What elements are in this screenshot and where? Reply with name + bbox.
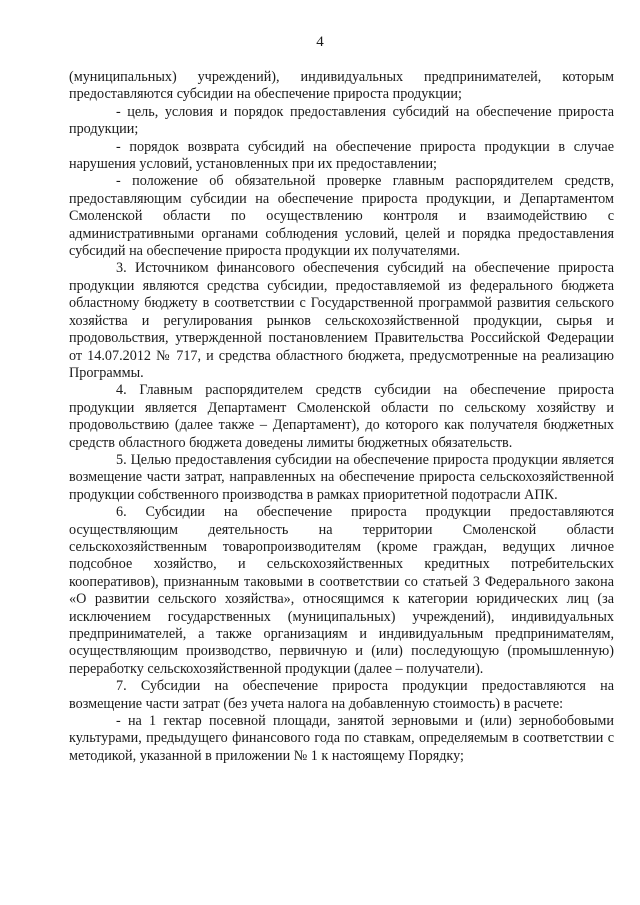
- paragraph-continuation: (муниципальных) учреждений), индивидуальных предпринимателей, которым предоставляются субсидии на обеспечение прироста продукции;: [69, 69, 614, 103]
- page-number: 4: [316, 34, 324, 50]
- paragraph-clause-6: 6. Субсидии на обеспечение прироста продукции предоставляются осуществляющим деятельность на территории Смоленской области сельскохозяйственным товаропроизводителям (кроме граждан, ведущих личное подсобное хозяйство, и сельскохозяйственных кредитных потребительских кооперативов), признанным таковыми в соответствии со статьей 3 Федерального закона «О развитии сельского хозяйства», относящимся к категории юридических лиц (за исключением государственных (муниципальных) учреждений), индивидуальных предпринимателей, а также организациям и индивидуальным предпринимателям, осуществляющим производство, первичную и (или) последующую (промышленную) переработку сельскохозяйственной продукции (далее – получатели).: [69, 504, 614, 677]
- list-item-goal-conditions: - цель, условия и порядок предоставления субсидий на обеспечение прироста продукции;: [69, 103, 614, 138]
- paragraph-clause-7: 7. Субсидии на обеспечение прироста продукции предоставляются на возмещение части затрат (без учета налога на добавленную стоимость) в расчете:: [69, 678, 614, 712]
- list-item-mandatory-check: - положение об обязательной проверке главным распорядителем средств, предоставляющим субсидии на обеспечение прироста продукции, и Департаментом Смоленской области по осуществлению контроля и взаимодействию с административными органами соблюдения условий, целей и порядка предоставления субсидий на обеспечение прироста продукции их получателями.: [69, 173, 614, 260]
- paragraph-clause-3: 3. Источником финансового обеспечения субсидий на обеспечение прироста продукции являются средства субсидии, предоставляемой из федерального бюджета областному бюджету в соответствии с Государственной программой развития сельского хозяйства и регулирования рынков сельскохозяйственной продукции, сырья и продовольствия, утвержденной постановлением Правительства Российской Федерации от 14.07.2012 № 717, и средства областного бюджета, предусмотренные на реализацию Программы.: [69, 260, 614, 381]
- paragraph-clause-4: 4. Главным распорядителем средств субсидии на обеспечение прироста продукции является Департамент Смоленской области по сельскому хозяйству и продовольствию (далее также – Департамент), до которого как получателя бюджетных средств областного бюджета доведены лимиты бюджетных обязательств.: [69, 382, 614, 451]
- paragraph-clause-5: 5. Целью предоставления субсидии на обеспечение прироста продукции является возмещение части затрат, направленных на обеспечение прироста сельскохозяйственной продукции собственного производства в рамках приоритетной подотрасли АПК.: [69, 451, 614, 503]
- document-text: [69, 69, 614, 765]
- list-item-per-hectare: - на 1 гектар посевной площади, занятой зерновыми и (или) зернобобовыми культурами, предыдущего финансового года по ставкам, определяемым в соответствии с методикой, указанной в приложении № 1 к настоящему Порядку;: [69, 713, 614, 764]
- list-item-refund-procedure: - порядок возврата субсидий на обеспечение прироста продукции в случае нарушения условий, установленных при их предоставлении;: [69, 138, 614, 173]
